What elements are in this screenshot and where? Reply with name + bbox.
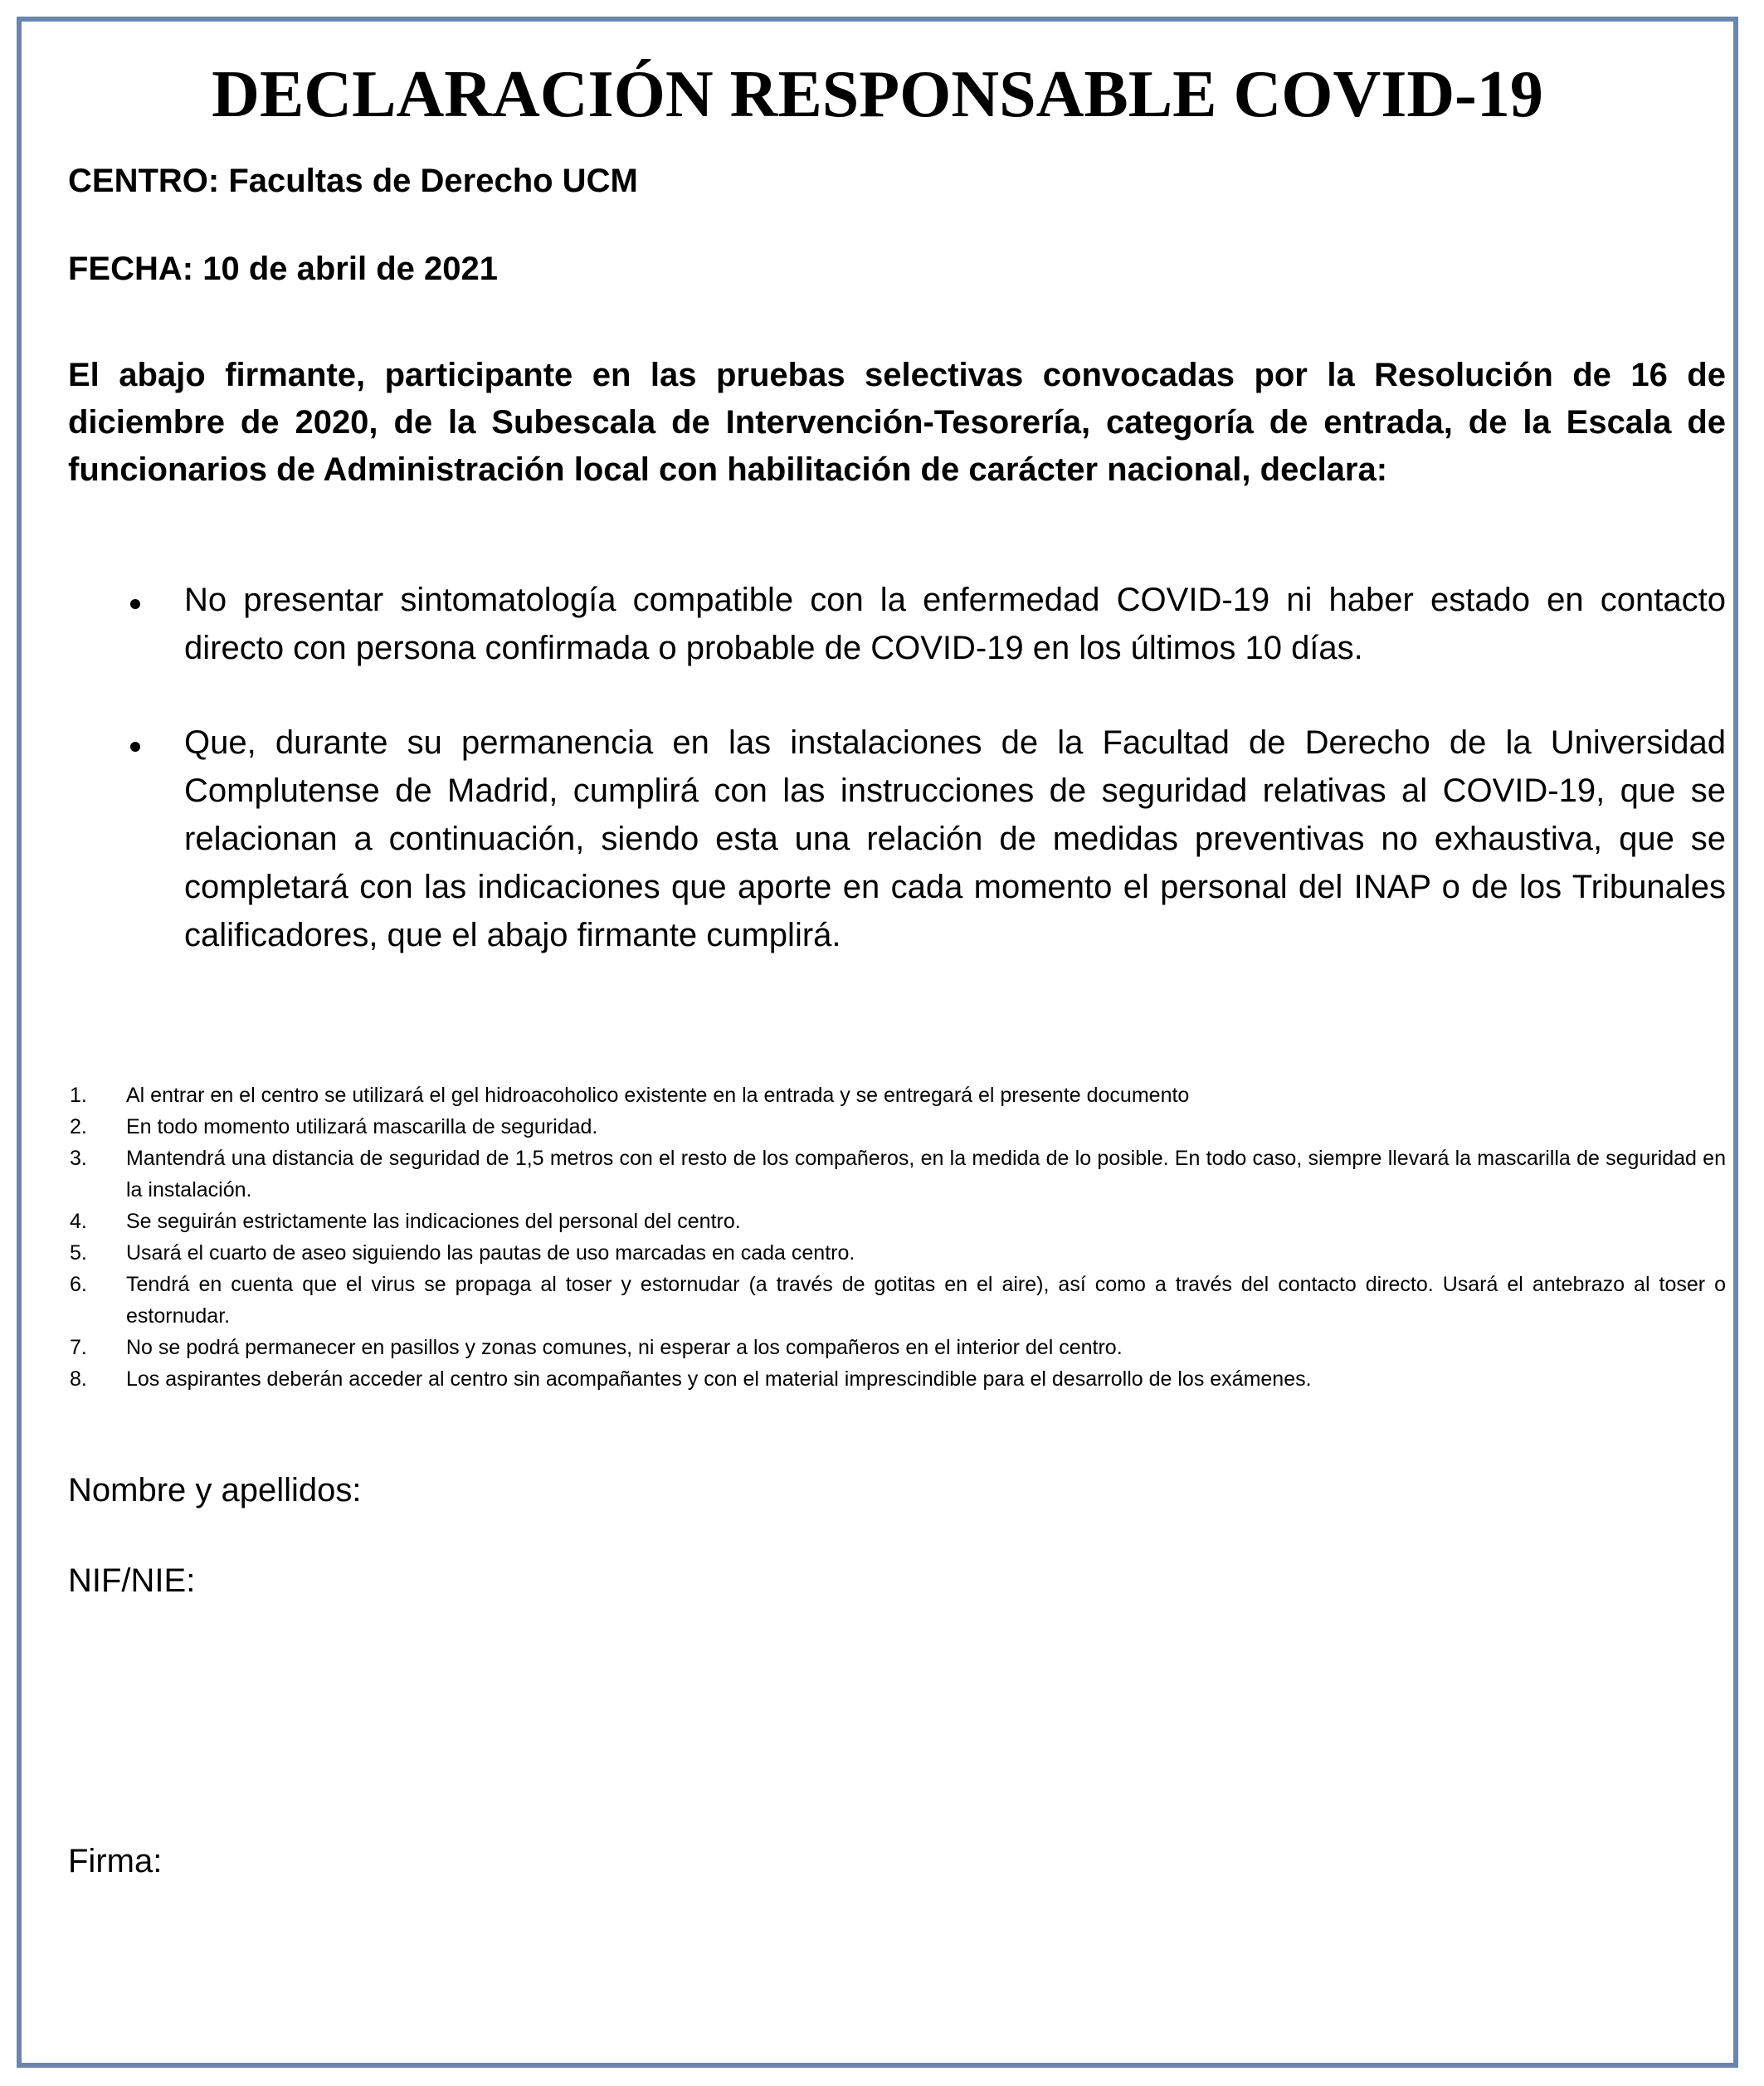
rule-item bbox=[68, 1080, 1726, 1111]
rule-number: 2. bbox=[70, 1115, 87, 1138]
centro-field: CENTRO: Facultas de Derecho UCM bbox=[68, 163, 638, 199]
rule-text: Los aspirantes deberán acceder al centro sin acompañantes y con el material imprescindible para el desarrollo de los exámenes. bbox=[126, 1367, 1312, 1391]
declaration-item bbox=[68, 719, 1726, 959]
rule-text: Al entrar en el centro se utilizará el gel hidroacoholico existente en la entrada y se entregará el presente documento bbox=[126, 1084, 1190, 1107]
rule-item bbox=[68, 1111, 1726, 1143]
rule-item bbox=[68, 1206, 1726, 1237]
document-title: DECLARACIÓN RESPONSABLE COVID-19 bbox=[212, 58, 1543, 131]
rule-text: Tendrá en cuenta que el virus se propaga al toser y estornudar (a través de gotitas en el aire), así como a través del contacto directo. Usará el antebrazo al toser o estornudar. bbox=[126, 1273, 1726, 1328]
declaration-text: No presentar sintomatología compatible con la enfermedad COVID-19 ni haber estado en contacto directo con persona confirmada o probable de COVID-19 en los últimos 10 días. bbox=[184, 582, 1726, 666]
rule-text: Mantendrá una distancia de seguridad de 1,5 metros con el resto de los compañeros, en la medida de lo posible. En todo caso, siempre llevará la mascarilla de seguridad en la instalación. bbox=[126, 1147, 1726, 1201]
rule-item bbox=[68, 1269, 1726, 1332]
rule-item bbox=[68, 1143, 1726, 1206]
declaration-list bbox=[68, 576, 1726, 1006]
bullet-icon bbox=[130, 742, 140, 752]
intro-paragraph: El abajo firmante, participante en las pruebas selectivas convocadas por la Resolución de 16 de diciembre de 2020, de la Subescala de Intervención-Tesorería, categoría de entrada, de la Escala de funcionarios de Administración local con habilitación de carácter nacional, declara: bbox=[68, 357, 1726, 488]
signature-label: Firma: bbox=[68, 1843, 163, 1879]
rule-item bbox=[68, 1363, 1726, 1395]
rule-text: No se podrá permanecer en pasillos y zonas comunes, ni esperar a los compañeros en el interior del centro. bbox=[126, 1336, 1123, 1359]
rule-number: 1. bbox=[70, 1084, 87, 1107]
fecha-field: FECHA: 10 de abril de 2021 bbox=[68, 251, 498, 287]
document-frame bbox=[17, 17, 1738, 2068]
rule-item bbox=[68, 1332, 1726, 1363]
rule-number: 6. bbox=[70, 1273, 87, 1296]
rule-text: Se seguirán estrictamente las indicaciones del personal del centro. bbox=[126, 1210, 741, 1233]
safety-rules-list bbox=[68, 1080, 1726, 1395]
rule-number: 8. bbox=[70, 1367, 87, 1391]
declaration-text: Que, durante su permanencia en las instalaciones de la Facultad de Derecho de la Universidad Complutense de Madrid, cumplirá con las instrucciones de seguridad relativas al COVID-19, que se relacionan a continuación, siendo esta una relación de medidas preventivas no exhaustiva, que se completará con las indicaciones que aporte en cada momento el personal del INAP o de los Tribunales calificadores, que el abajo firmante cumplirá. bbox=[184, 724, 1726, 953]
rule-number: 4. bbox=[70, 1210, 87, 1233]
rule-number: 3. bbox=[70, 1147, 87, 1170]
name-label: Nombre y apellidos: bbox=[68, 1472, 362, 1508]
rule-number: 7. bbox=[70, 1336, 87, 1359]
bullet-icon bbox=[130, 599, 140, 609]
rule-text: Usará el cuarto de aseo siguiendo las pautas de uso marcadas en cada centro. bbox=[126, 1241, 855, 1265]
rule-number: 5. bbox=[70, 1241, 87, 1265]
rule-item bbox=[68, 1237, 1726, 1269]
rule-text: En todo momento utilizará mascarilla de seguridad. bbox=[126, 1115, 598, 1138]
declaration-item bbox=[68, 576, 1726, 672]
nif-label: NIF/NIE: bbox=[68, 1562, 196, 1599]
